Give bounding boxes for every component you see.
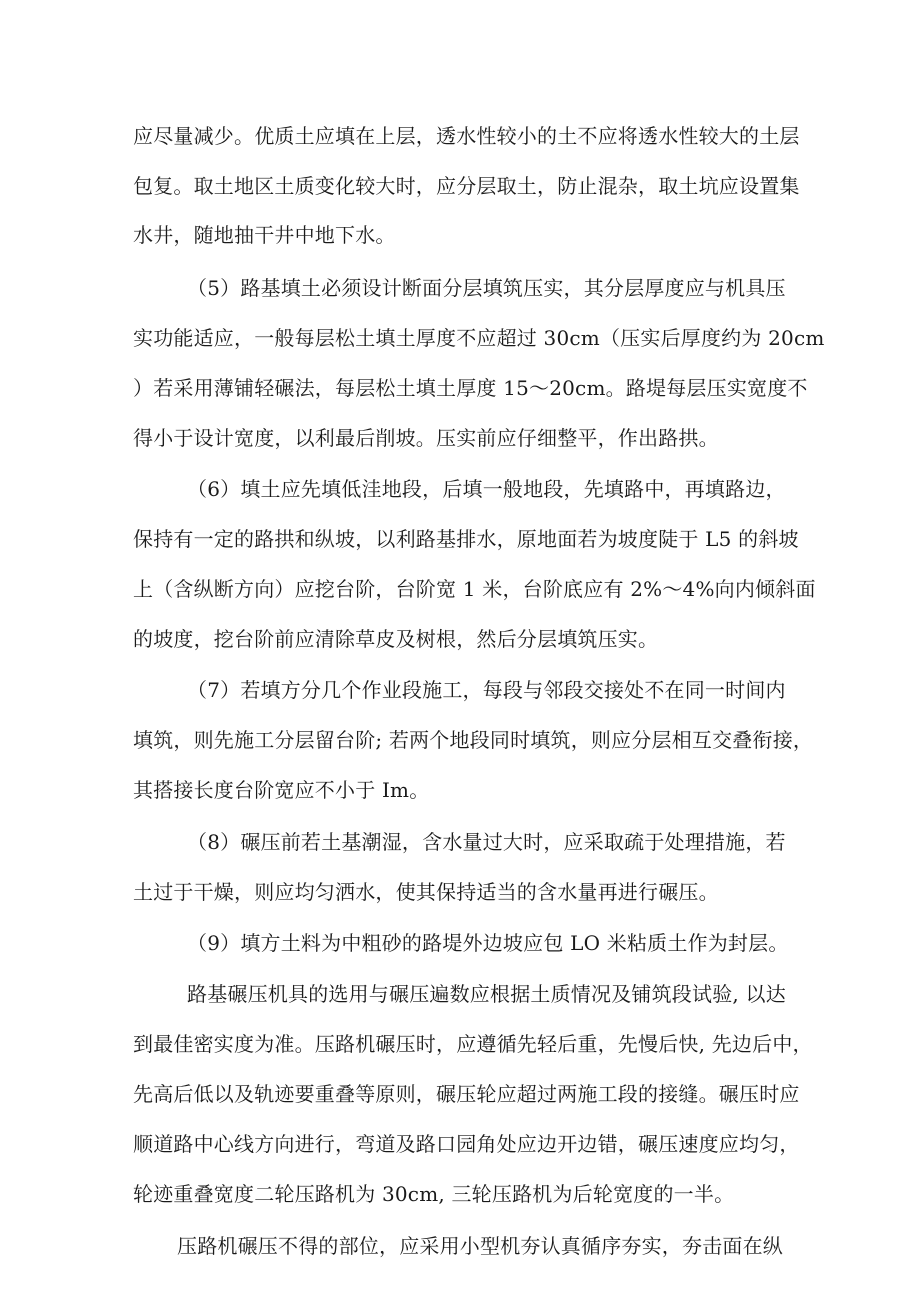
text-line: 包复。取土地区土质变化较大时，应分层取土，防止混杂，取土坑应设置集 [133, 174, 800, 198]
text-line: 土过于干燥，则应均匀洒水，使其保持适当的含水量再进行碾压。 [133, 880, 719, 904]
text-line: 顺道路中心线方向进行，弯道及路口园角处应边开边错，碾压速度应均匀， [133, 1132, 800, 1156]
text-line: ）若采用薄铺轻碾法，每层松土填土厚度 15～20cm。路堤每层压实宽度不 [133, 376, 808, 400]
paragraph-8-start: （8）碾压前若土基潮湿，含水量过大时，应采取疏于处理措施，若 [187, 830, 786, 854]
text-line: 的坡度，挖台阶前应清除草皮及树根，然后分层填筑压实。 [133, 627, 659, 651]
paragraph-7-start: （7）若填方分几个作业段施工，每段与邻段交接处不在同一时间内 [187, 678, 786, 702]
text-line: 先高后低以及轨迹要重叠等原则，碾压轮应超过两施工段的接缝。碾压时应 [133, 1082, 800, 1106]
paragraph-5-start: （5）路基填土必须设计断面分层填筑压实，其分层厚度应与机具压 [187, 276, 786, 300]
paragraph-compaction-start: 路基碾压机具的选用与碾压遍数应根据土质情况及铺筑段试验, 以达 [187, 982, 786, 1006]
text-line: 填筑，则先施工分层留台阶; 若两个地段同时填筑，则应分层相互交叠衔接， [133, 728, 814, 752]
text-line: 保持有一定的路拱和纵坡，以利路基排水，原地面若为坡度陡于 L5 的斜坡 [133, 527, 799, 551]
text-line: 水井，随地抽干井中地下水。 [133, 223, 396, 247]
text-line: 轮迹重叠宽度二轮压路机为 30cm, 三轮压路机为后轮宽度的一半。 [133, 1182, 735, 1206]
paragraph-roller-start: 压路机碾压不得的部位，应采用小型机夯认真循序夯实，夯击面在纵 [177, 1234, 783, 1258]
text-line: 到最佳密实度为准。压路机碾压时，应遵循先轻后重，先慢后快, 先边后中， [133, 1032, 813, 1056]
text-line: 应尽量减少。优质土应填在上层，透水性较小的土不应将透水性较大的土层 [133, 124, 800, 148]
text-line: 其搭接长度台阶宽应不小于 Im。 [133, 778, 430, 802]
text-line: 得小于设计宽度，以利最后削坡。压实前应仔细整平，作出路拱。 [133, 426, 719, 450]
paragraph-6-start: （6）填土应先填低洼地段，后填一般地段，先填路中，再填路边， [187, 477, 786, 501]
text-line: 上（含纵断方向）应挖台阶，台阶宽 1 米，台阶底应有 2%～4%向内倾斜面 [133, 577, 816, 601]
text-line: 实功能适应，一般每层松土填土厚度不应超过 30cm（压实后厚度约为 20cm [133, 326, 825, 350]
paragraph-9: （9）填方土料为中粗砂的路堤外边坡应包 LO 米粘质土作为封层。 [187, 931, 789, 955]
